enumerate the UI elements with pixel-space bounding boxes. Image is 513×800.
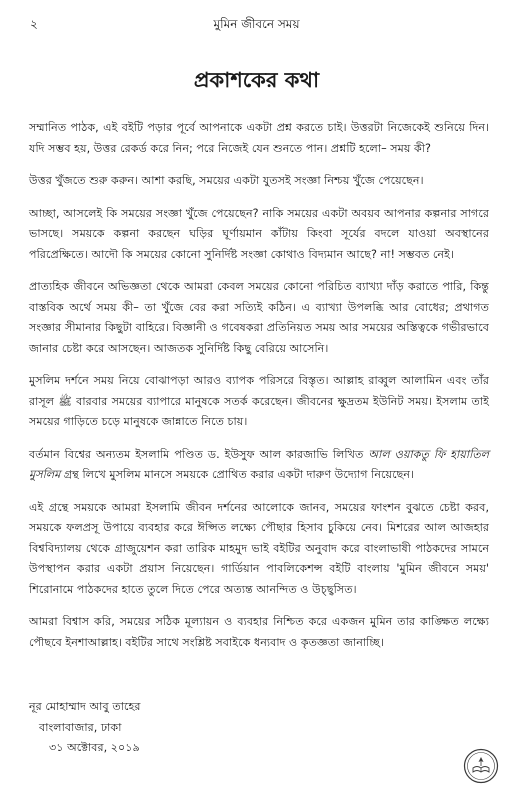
paragraph-6-tail: গ্রন্থ লিখে মুসলিম মানসে সময়কে প্রোথিত করার একটা দারুণ উদ্যোগ নিয়েছেন। [60, 468, 415, 481]
running-header: মুমিন জীবনে সময় [213, 17, 300, 31]
signature-date: ৩১ অক্টোবর, ২০১৯ [49, 741, 140, 754]
paragraph-2: উত্তর খুঁজতে শুরু করুন। আশা করছি, সময়ের একটা যুতসই সংজ্ঞা নিশ্চয় খুঁজে পেয়েছেন। [29, 174, 424, 187]
paragraph-3: আচ্ছা, আসলেই কি সময়ের সংজ্ঞা খুঁজে পেয়েছেন? নাকি সময়ের একটা অবয়ব আপনার কল্পনার সাগরে ভাসছে। সময়কে কল্পনা করছেন ঘড়ির ঘূর্ণায়মান কাঁটায় কিংবা সূর্যের বদলে যাওয়া অবস্থানের পরিপ্রেক্ষিতে। আদৌ কি সময়ের কোনো সুনির্দিষ্ট সংজ্ঞা কোথাও বিদ্যমান আছে? না! সম্ভবত নেই। [29, 206, 489, 261]
paragraph-6-lead: বর্তমান বিশ্বের অন্যতম ইসলামি পণ্ডিত ড. ইউসুফ আল কারজাভি লিখিত [29, 447, 369, 461]
publisher-seal-book-icon [463, 748, 499, 784]
paragraph-7: এই গ্রন্থে সময়কে আমরা ইসলামি জীবন দর্শনের আলোকে জানব, সময়ের ফাংশন বুঝতে চেষ্টা করব, সময়কে ফলপ্রসূ উপায়ে ব্যবহার করে ঈপ্সিত লক্ষ্যে পৌছার হিসাব চুকিয়ে নেব। মিশরের আল আজহার বিশ্ববিদ্যালয় থেকে গ্রাজুয়েশন করা তারিক মাহমুদ ভাই বইটির অনুবাদ করে বাংলাভাষী পাঠকদের সামনে উপস্থাপন করার একটা প্রয়াস নিয়েছেন। গার্ডিয়ান পাবলিকেশন্স বইটি বাংলায় 'মুমিন জীবনে সময়' শিরোনামে পাঠকদের হাতে তুলে দিতে পেরে অত্যন্ত আনন্দিত ও উচ্ছ্বসিত। [29, 500, 489, 596]
paragraph-8: আমরা বিশ্বাস করি, সময়ের সঠিক মূল্যায়ন ও ব্যবহার নিশ্চিত করে একজন মুমিন তার কাঙ্ক্ষিত লক্ষ্যে পৌছবে ইনশাআল্লাহ। বইটির সাথে সংশ্লিষ্ট সবাইকে ধন্যবাদ ও কৃতজ্ঞতা জানাচ্ছি। [29, 615, 489, 649]
book-title: আল ওয়াকতু ফি হায়াতিল মুসলিম [29, 447, 489, 481]
paragraph-4: প্রাত্যহিক জীবনে অভিজ্ঞতা থেকে আমরা কেবল সময়ের কোনো পরিচিত ব্যাখ্যা দাঁড় করাতে পারি, কিন্তু বাস্তবিক অর্থে সময় কী– তা খুঁজে বের করা সত্যিই কঠিন। এ ব্যাখ্যা উপলব্ধি আর বোধের; প্রথাগত সংজ্ঞার সীমানার কিছুটা বাহিরে। বিজ্ঞানী ও গবেষকরা প্রতিনিয়ত সময় আর সময়ের অস্তিত্বকে গভীরভাবে জানার চেষ্টা করে আসছেন। আজতক সুনির্দিষ্ট কিছু বেরিয়ে আসেনি। [29, 280, 490, 355]
page-number: ২ [30, 17, 38, 31]
paragraph-1: সম্মানিত পাঠক, এই বইটি পড়ার পূর্বে আপনাকে একটা প্রশ্ন করতে চাই। উত্তরটা নিজেকেই শুনিয়ে দিন। যদি সম্ভব হয়, উত্তর রেকর্ড করে নিন; পরে নিজেই যেন শুনতে পান। প্রশ্নটি হলো– সময় কী? [29, 121, 489, 155]
paragraph-6 [29, 445, 489, 486]
body-text [29, 118, 489, 665]
signature-block [29, 697, 141, 759]
signature-place: বাংলাবাজার, ঢাকা [39, 720, 122, 734]
paragraph-5: মুসলিম দর্শনে সময় নিয়ে বোঝাপড়া আরও ব্যাপক পরিসরে বিস্তৃত। আল্লাহ রাব্বুল আলামিন এবং তাঁর রাসূল ﷺ বারবার সময়ের ব্যাপারে মানুষকে সতর্ক করেছেন। জীবনের ক্ষুদ্রতম ইউনিট সময়। ইসলাম তাই সময়ের গাড়িতে চড়ে মানুষকে জান্নাতে নিতে চায়। [29, 374, 489, 428]
signature-name: নূর মোহাম্মাদ আবু তাহের [29, 700, 141, 713]
page-title: প্রকাশকের কথা [193, 68, 320, 92]
